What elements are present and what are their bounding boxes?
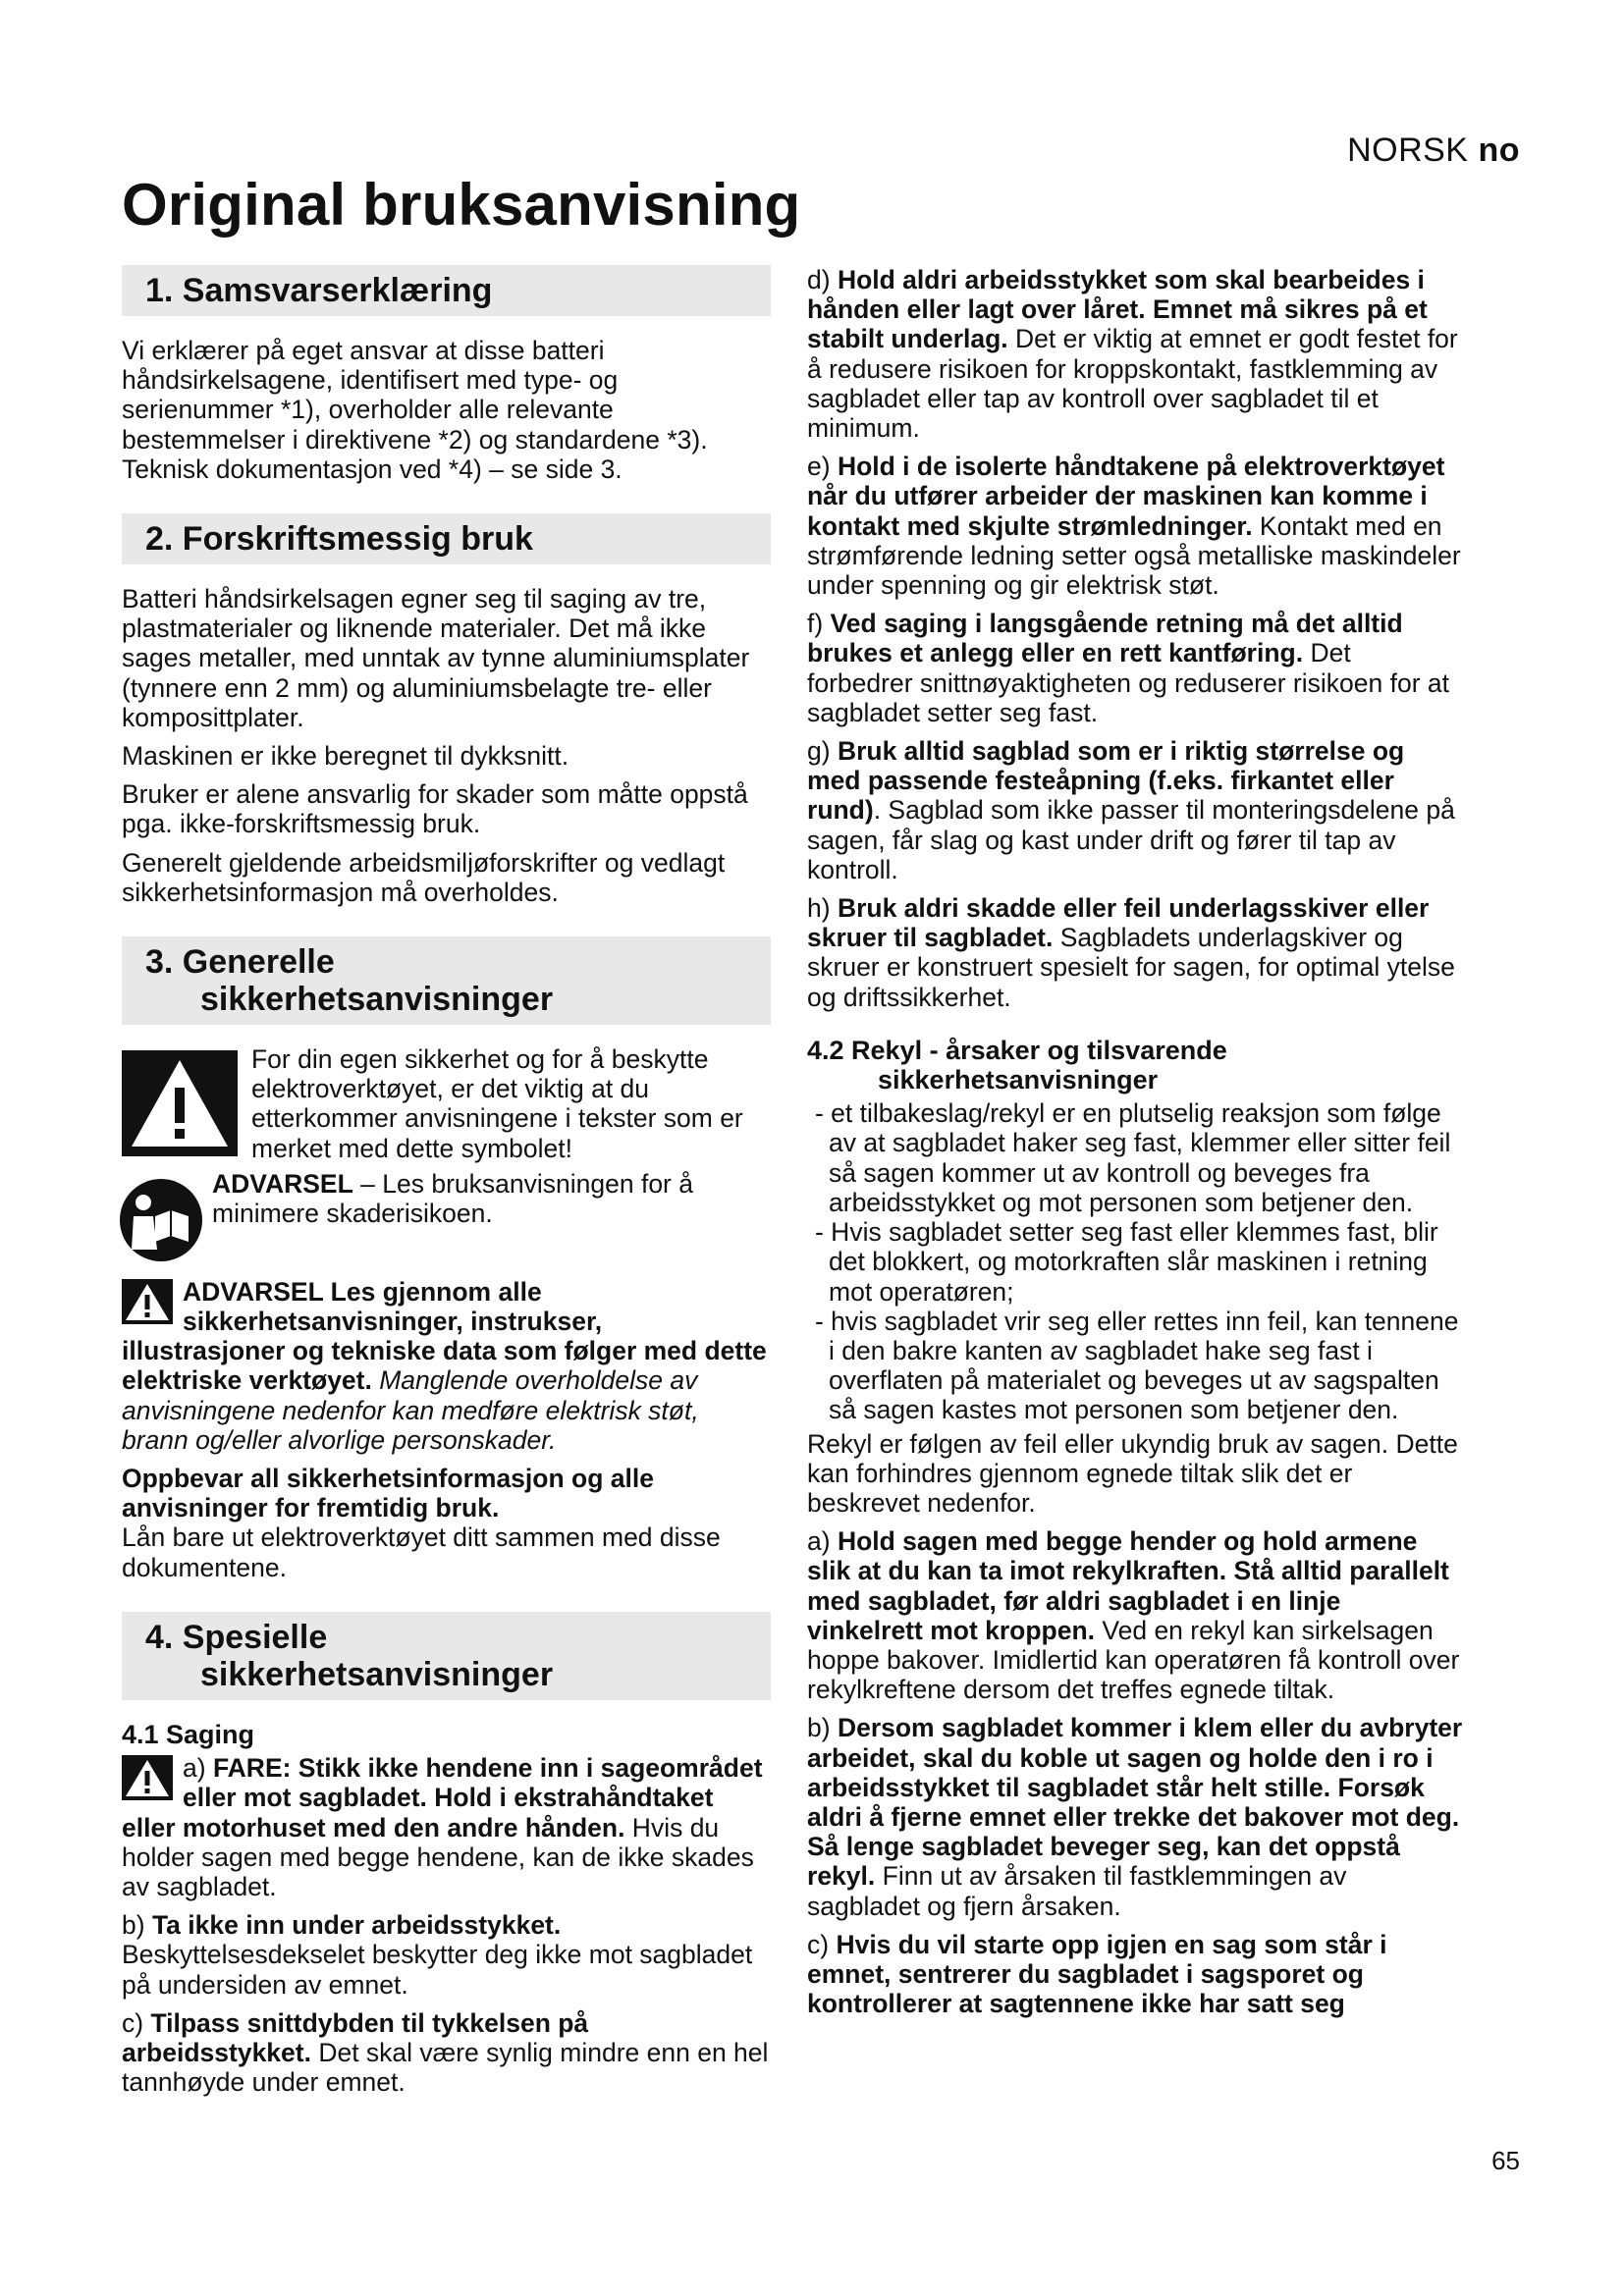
item-h-label: h) (807, 893, 838, 924)
page-number: 65 (1491, 2146, 1520, 2175)
subsection-4-2-line2: sikkerhetsanvisninger (878, 1065, 1159, 1095)
item-4-1-e (807, 452, 1463, 600)
keep-instructions-label: Oppbevar all sikkerhetsinformasjon og alle anvisninger for fremtidig bruk. (122, 1464, 654, 1523)
item-4-2-a (807, 1526, 1463, 1704)
item-4-1-c (122, 2008, 771, 2098)
item-c-label: c) (122, 2007, 151, 2038)
safety-symbol-block (122, 1044, 771, 1163)
item-b-label: b) (122, 1910, 152, 1941)
item-ra-bold: Hold sagen med begge hender og hold armene slik at du kan ta imot rekylkraften. Stå alltid parallelt med sagbladet, før aldri sagbladet i en linje vinkelrett mot kroppen. (807, 1526, 1449, 1645)
item-4-1-a (122, 1753, 771, 1901)
s2-paragraph-3: Bruker er alene ansvarlig for skader som måtte oppstå pga. ikke-forskriftsmessig bruk. (122, 779, 748, 839)
subsection-4-1-heading: 4.1 Saging (122, 1719, 255, 1749)
manual-warning-block (122, 1169, 771, 1263)
section-3-heading (122, 936, 771, 1025)
warning-triangle-icon (122, 1050, 238, 1156)
manual-warning-body: – Les bruksanvisningen for å minimere skaderisikoen. (212, 1168, 693, 1229)
general-warning-paragraph (122, 1277, 771, 1455)
list-item: - Hvis sagbladet setter seg fast eller klemmes fast, blir det blokkert, og motorkraften slår maskinen i retning mot operatøren; (815, 1217, 1438, 1307)
item-b-text: Beskyttelsesdekselet beskytter deg ikke mot sagbladet på undersiden av emnet. (122, 1940, 753, 2000)
item-4-2-c (807, 1930, 1463, 2019)
item-rc-label: c) (807, 1929, 837, 1959)
section-2-heading: 2. Forskriftsmessig bruk (122, 513, 771, 564)
language-code: no (1478, 132, 1520, 169)
kickback-summary: Rekyl er følgen av feil eller ukyndig bruk av sagen. Dette kan forhindres gjennom egnede tiltak slik det er beskrevet nedenfor. (807, 1428, 1458, 1518)
language-name: NORSK (1347, 132, 1469, 169)
item-4-1-f (807, 609, 1463, 727)
left-column (122, 265, 771, 2106)
item-4-2-b (807, 1713, 1463, 1920)
section-3-heading-line1: 3. Generelle (145, 943, 335, 982)
item-a-bold: FARE: Stikk ikke hendene inn i sageområdet eller mot sagbladet. Hold i ekstrahåndtaket eller motorhuset med den andre hånden. (122, 1753, 763, 1842)
item-g-text: . Sagblad som ikke passer til monteringsdelene på sagen, får slag og kast under drift og fører til tap av kontroll. (807, 795, 1455, 884)
item-rc-bold: Hvis du vil starte opp igjen en sag som står i emnet, sentrerer du sagbladet i sagsporet og kontrollerer at sagtennene ikke har satt seg (807, 1929, 1387, 2019)
section-4-heading-line1: 4. Spesielle (145, 1618, 328, 1656)
language-indicator (1347, 132, 1520, 170)
item-d-label: d) (807, 265, 838, 294)
item-f-bold: Ved saging i langsgående retning må det alltid brukes et anlegg eller en rett kantføring. (807, 609, 1403, 668)
item-4-1-d (807, 265, 1463, 443)
item-h-bold: Bruk aldri skadde eller feil underlagsskiver eller skruer til sagbladet. (807, 893, 1430, 953)
item-a-text: Hvis du holder sagen med begge hendene, kan de ikke skades av sagbladet. (122, 1812, 754, 1901)
safety-symbol-text: For din egen sikkerhet og for å beskytte elektroverktøyet, er det viktig at du etterkommer anvisningene i tekster som er merket med dette symbolet! (251, 1044, 743, 1163)
section-4-heading-line2: sikkerhetsanvisninger (200, 1655, 554, 1693)
item-4-1-h (807, 893, 1463, 1012)
item-b-bold: Ta ikke inn under arbeidsstykket. (151, 1910, 562, 1941)
s2-paragraph-1: Batteri håndsirkelsagen egner seg til saging av tre, plastmaterialer og liknende materialer. Det må ikke sages metaller, med unntak av tynne aluminiumsplater (tynnere enn 2 mm) og aluminiumsbelagte tre- eller komposittplater. (122, 584, 750, 732)
danger-triangle-icon (122, 1755, 173, 1800)
section-4-heading (122, 1612, 771, 1700)
item-d-text: Det er viktig at emnet er godt festet for å redusere risikoen for kroppskontakt, fastklemming av sagbladet eller tap av kontroll over sagbladet til et minimum. (807, 324, 1458, 444)
item-e-text: Kontakt med en strømførende ledning setter også metalliske maskindeler under spenning og gir elektrisk støt. (807, 510, 1461, 601)
general-warning-italic: Manglende overholdelse av anvisningene nedenfor kan medføre elektrisk støt, brann og/eller alvorlige personskader. (122, 1365, 699, 1455)
lend-instructions-text: Lån bare ut elektroverktøyet ditt sammen med disse dokumentene. (122, 1522, 721, 1582)
manual-warning-label: ADVARSEL (212, 1168, 353, 1199)
item-f-text: Det forbedrer snittnøyaktigheten og reduserer risikoen for at sagbladet setter seg fast. (807, 638, 1449, 727)
item-ra-text: Ved en rekyl kan sirkelsagen hoppe bakover. Imidlertid kan operatøren få kontroll over rekylkreftene dersom det treffes egnede tiltak. (807, 1615, 1460, 1705)
item-g-bold: Bruk alltid sagblad som er i riktig størrelse og med passende festeåpning (f.eks. firkantet eller rund) (807, 736, 1405, 826)
item-rb-text: Finn ut av årsaken til fastklemmingen av sagbladet og fjern årsaken. (807, 1861, 1347, 1921)
read-manual-icon (118, 1177, 204, 1263)
item-rb-label: b) (807, 1713, 838, 1743)
item-e-label: e) (807, 452, 838, 482)
item-4-1-g (807, 736, 1463, 884)
manual-warning-text (212, 1169, 771, 1228)
page-title: Original bruksanvisning (122, 172, 801, 238)
s2-paragraph-4: Generelt gjeldende arbeidsmiljøforskrifter og vedlagt sikkerhetsinformasjon må overholdes. (122, 847, 726, 907)
s1-paragraph: Vi erklærer på eget ansvar at disse batteri håndsirkelsagene, identifisert med type- og serienummer *1), overholder alle relevante bestemmelser i direktivene *2) og standardene *3). Teknisk dokumentasjon ved *4) – se side 3. (122, 336, 708, 484)
item-c-bold: Tilpass snittdybden til tykkelsen på arbeidsstykket. (122, 2007, 589, 2067)
item-c-text: Det skal være synlig mindre enn en hel tannhøyde under emnet. (122, 2037, 769, 2098)
item-h-text: Sagbladets underlagskiver og skruer er konstruert spesielt for sagen, for optimal ytelse og driftssikkerhet. (807, 923, 1455, 1012)
item-rb-bold: Dersom sagbladet kommer i klem eller du avbryter arbeidet, skal du koble ut sagen og holde den i ro i arbeidsstykket til sagbladet står helt stille. Forsøk aldri å fjerne emnet eller trekke det bakover mot deg. Så lenge sagbladet beveger seg, kan det oppstå rekyl. (807, 1713, 1463, 1892)
item-e-bold: Hold i de isolerte håndtakene på elektroverktøyet når du utfører arbeider der maskinen kan komme i kontakt med skjulte strømledninger. (807, 452, 1445, 541)
s2-paragraph-2: Maskinen er ikke beregnet til dykksnitt. (122, 741, 569, 772)
section-3-heading-line2: sikkerhetsanvisninger (200, 981, 554, 1019)
section-1-heading: 1. Samsvarserklæring (122, 265, 771, 316)
subsection-4-2-line1: 4.2 Rekyl - årsaker og tilsvarende (807, 1035, 1227, 1065)
kickback-list (807, 1098, 1463, 1424)
item-ra-label: a) (807, 1526, 838, 1557)
item-d-bold: Hold aldri arbeidsstykket som skal bearbeides i hånden eller lagt over låret. Emnet må sikres på et stabilt underlag. (807, 265, 1428, 354)
subsection-4-2-heading (807, 1036, 1463, 1095)
general-warning-bold: ADVARSEL Les gjennom alle sikkerhetsanvisninger, instrukser, illustrasjoner og tekniske data som følger med dette elektriske verktøyet. (122, 1276, 767, 1396)
item-g-label: g) (807, 736, 838, 767)
right-column (807, 265, 1463, 2027)
item-a-label: a) (183, 1753, 213, 1784)
item-f-label: f) (807, 609, 831, 639)
item-4-1-b (122, 1910, 771, 2000)
keep-instructions-bold (122, 1464, 771, 1522)
list-item: - hvis sagbladet vrir seg eller rettes inn feil, kan tennene i den bakre kanten av sagbladet hake seg fast i overflaten på materialet og beveges ut av sagspalten så sagen kastes mot personen som betjener den. (815, 1306, 1459, 1425)
warning-triangle-small-icon (122, 1279, 173, 1324)
list-item: - et tilbakeslag/rekyl er en plutselig reaksjon som følge av at sagbladet haker seg fast, klemmer eller sitter feil så sagen kommer ut av kontroll og beveges fra arbeidsstykket og mot personen som betjener den. (815, 1098, 1451, 1217)
